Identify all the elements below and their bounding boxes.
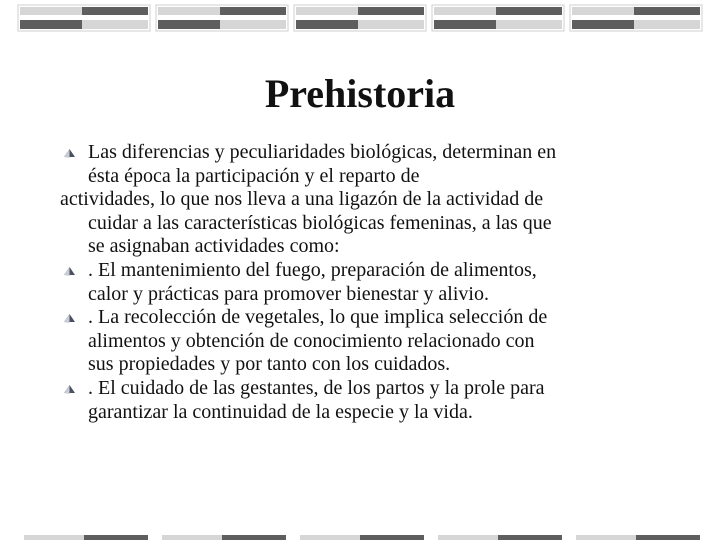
- text-line: actividades, lo que nos lleva a una ligazón de la actividad de: [60, 188, 544, 211]
- text-line: garantizar la continuidad de la especie y la vida.: [88, 400, 473, 423]
- text-line: cuidar a las características biológicas femeninas, a las que: [88, 211, 552, 234]
- text-line: ésta época la participación y el reparto de: [88, 164, 420, 187]
- text-line: alimentos y obtención de conocimiento relacionado con: [88, 329, 535, 352]
- bullet-paragraph-1: [60, 141, 660, 259]
- bullet-sphere-icon: [63, 266, 76, 277]
- text-line: sus propiedades y por tanto con los cuidados.: [88, 353, 451, 376]
- bullet-paragraph-3: [60, 306, 660, 377]
- bullet-paragraph-4: [60, 377, 660, 424]
- top-decorative-band: [0, 0, 720, 32]
- bullet-sphere-icon: [63, 148, 76, 159]
- text-line: . La recolección de vegetales, lo que implica selección de: [88, 306, 548, 329]
- slide-title: Prehistoria: [264, 71, 456, 116]
- bullet-paragraph-2: [60, 259, 660, 306]
- text-line: . El cuidado de las gestantes, de los partos y la prole para: [88, 376, 545, 399]
- text-line: calor y prácticas para promover bienestar y alivio.: [88, 282, 489, 305]
- text-line: se asignaban actividades como:: [88, 235, 340, 258]
- text-line: Las diferencias y peculiaridades biológicas, determinan en: [88, 141, 557, 163]
- slide-body: [60, 141, 660, 424]
- bottom-decorative-band: [0, 528, 720, 540]
- bullet-sphere-icon: [63, 313, 76, 324]
- bullet-sphere-icon: [63, 384, 76, 395]
- text-line: . El mantenimiento del fuego, preparación de alimentos,: [88, 258, 537, 281]
